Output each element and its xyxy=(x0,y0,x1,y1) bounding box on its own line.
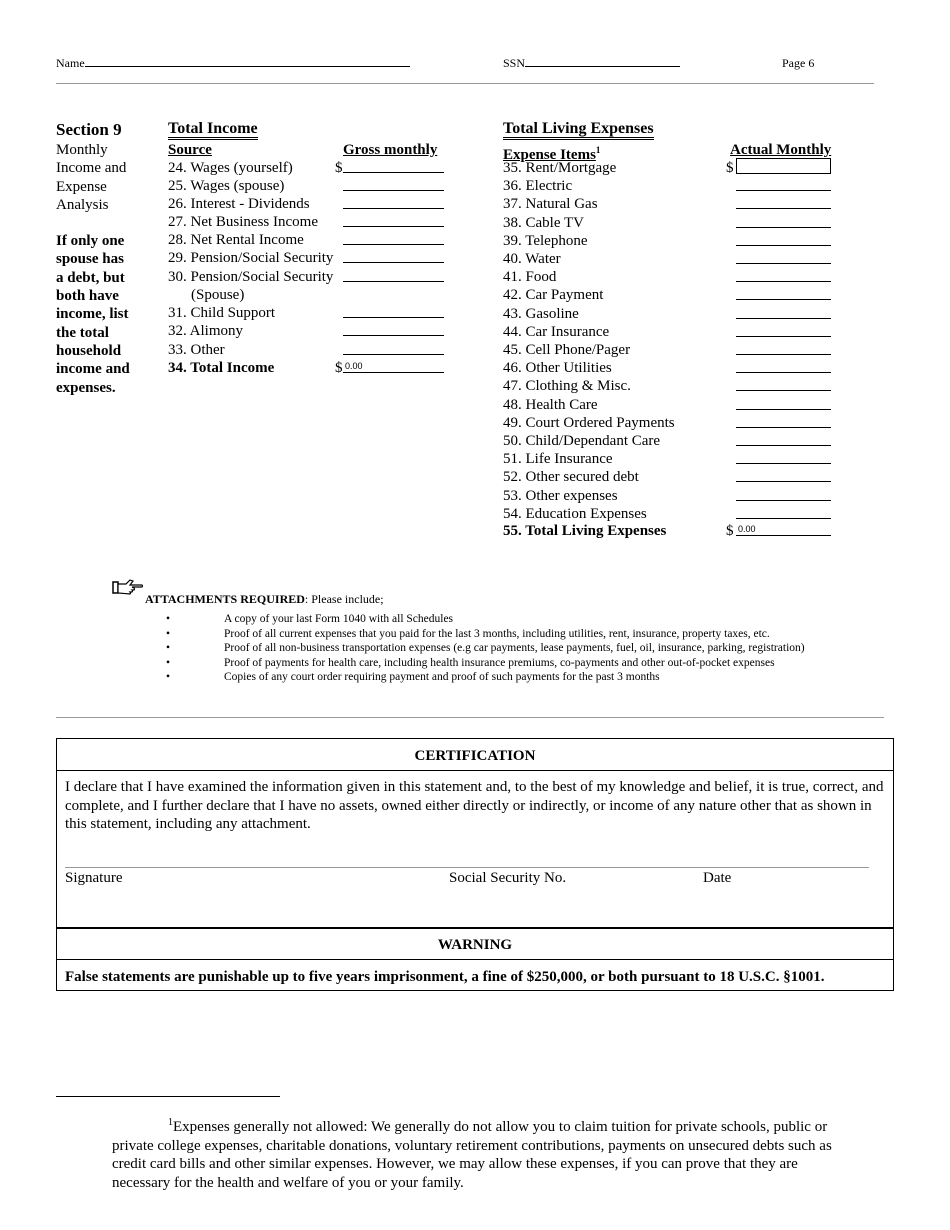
income-item-field[interactable] xyxy=(343,195,444,209)
income-item-label: 31. Child Support xyxy=(168,305,276,321)
income-heading-text: Total Income xyxy=(168,121,258,140)
note-line: both have xyxy=(56,288,119,305)
income-item-label: 33. Other xyxy=(168,342,225,358)
expense-item-label: 47. Clothing & Misc. xyxy=(503,378,631,394)
income-currency: $ xyxy=(335,160,343,176)
income-item-field[interactable] xyxy=(343,213,444,227)
expenses-total-field[interactable] xyxy=(736,522,831,536)
income-item-label: 32. Alimony xyxy=(168,323,244,339)
expense-item-field[interactable] xyxy=(736,305,831,319)
expense-item-field[interactable] xyxy=(736,468,831,482)
expense-item-label: 50. Child/Dependant Care xyxy=(503,433,661,449)
expense-item-label: 41. Food xyxy=(503,269,557,285)
income-item-label: 27. Net Business Income xyxy=(168,214,318,230)
income-amount-header: Gross monthly xyxy=(343,142,438,158)
expenses-total-label: 55. Total Living Expenses xyxy=(503,523,667,539)
income-spouse-note: (Spouse) xyxy=(191,287,245,303)
ssn-label: SSN xyxy=(503,56,526,70)
expense-item-label: 48. Health Care xyxy=(503,397,598,413)
income-item-field[interactable] xyxy=(343,341,444,355)
expense-item-field[interactable] xyxy=(736,432,831,446)
name-label: Name xyxy=(56,56,85,70)
subtitle-line: Monthly xyxy=(56,142,108,158)
signature-label: Signature xyxy=(65,870,123,886)
section-subtitle xyxy=(56,141,156,397)
expenses-items-header-text: Expense Items xyxy=(503,147,596,163)
expense-item-label: 53. Other expenses xyxy=(503,488,618,504)
attachment-text: Proof of all non-business transportation expenses (e.g car payments, lease payments, fuel, oil, insurance, parking, registration) xyxy=(224,642,805,654)
warning-box xyxy=(56,927,894,991)
certification-text: I declare that I have examined the information given in this statement and, to the best of my knowledge and belief, it is true, correct, and complete, and I further declare that I have no assets, owned either directly or indirectly, or income of any nature other that as shown in this statement, including any attachment. xyxy=(65,779,884,832)
footnote-mark: 1 xyxy=(168,1117,173,1128)
certification-box xyxy=(56,738,894,929)
expense-item-label: 44. Car Insurance xyxy=(503,324,610,340)
pointing-hand-icon xyxy=(112,578,144,598)
note-line: If only one xyxy=(56,233,125,250)
expense-item-label: 43. Gasoline xyxy=(503,306,579,322)
footnote-ref: 1 xyxy=(595,145,601,155)
expense-item-label: 52. Other secured debt xyxy=(503,469,639,485)
expense-item-field[interactable] xyxy=(736,323,831,337)
header-ssn xyxy=(503,56,680,71)
income-item-field[interactable] xyxy=(343,304,444,318)
expenses-heading-text: Total Living Expenses xyxy=(503,121,654,140)
warning-text: False statements are punishable up to five years imprisonment, a fine of $250,000, or both pursuant to 18 U.S.C. §1001. xyxy=(65,969,825,985)
expense-item-field[interactable] xyxy=(736,487,831,501)
date-label: Date xyxy=(703,870,732,886)
bullet: • xyxy=(166,671,171,683)
note-line: household xyxy=(56,342,122,359)
income-item-field[interactable] xyxy=(343,322,444,336)
note-line: spouse has xyxy=(56,251,124,268)
attachment-item xyxy=(166,656,805,671)
attachments-intro: : Please include; xyxy=(304,592,384,606)
income-item-field[interactable] xyxy=(343,177,444,191)
income-item-label: 25. Wages (spouse) xyxy=(168,178,285,194)
footnote-divider xyxy=(56,1096,280,1097)
expenses-heading xyxy=(503,120,654,140)
expense-item-label: 37. Natural Gas xyxy=(503,196,598,212)
expenses-amount-header: Actual Monthly xyxy=(730,142,832,158)
income-total-field[interactable] xyxy=(343,359,444,373)
income-item-label: 24. Wages (yourself) xyxy=(168,160,293,176)
expense-item-label: 35. Rent/Mortgage xyxy=(503,160,617,176)
income-item-label: 28. Net Rental Income xyxy=(168,232,304,248)
warning-title: WARNING xyxy=(57,928,893,960)
income-total-currency: $ xyxy=(335,360,343,376)
bullet: • xyxy=(166,656,171,669)
expense-item-field[interactable] xyxy=(736,214,831,228)
signature-line[interactable] xyxy=(65,867,869,868)
expense-item-field[interactable] xyxy=(736,286,831,300)
expense-item-label: 51. Life Insurance xyxy=(503,451,613,467)
income-item-field[interactable] xyxy=(343,231,444,245)
expense-item-field[interactable] xyxy=(736,396,831,410)
expense-item-label: 40. Water xyxy=(503,251,561,267)
attachment-item xyxy=(166,627,805,642)
attachments-icon-wrap xyxy=(112,578,144,603)
expense-item-field[interactable] xyxy=(736,158,831,174)
expense-item-field[interactable] xyxy=(736,341,831,355)
attachment-text: Proof of all current expenses that you paid for the last 3 months, including utilities, rent, insurance, property taxes, etc. xyxy=(224,627,770,640)
attachment-item xyxy=(166,612,805,627)
footnote xyxy=(112,1114,842,1192)
page-number: Page 6 xyxy=(782,56,815,70)
certification-title: CERTIFICATION xyxy=(57,739,893,771)
expense-item-label: 39. Telephone xyxy=(503,233,588,249)
income-item-field[interactable] xyxy=(343,268,444,282)
name-line[interactable] xyxy=(85,66,410,67)
subtitle-line: Expense xyxy=(56,178,107,195)
bullet: • xyxy=(166,613,171,625)
cert-ssn-label: Social Security No. xyxy=(449,870,567,886)
subtitle-line: Analysis xyxy=(56,196,109,213)
attachment-item xyxy=(166,670,805,685)
ssn-line[interactable] xyxy=(525,66,680,67)
expense-item-field[interactable] xyxy=(736,177,831,191)
expenses-total-currency: $ xyxy=(726,523,734,539)
income-item-field[interactable] xyxy=(343,249,444,263)
attachment-text: Copies of any court order requiring payment and proof of such payments for the past 3 months xyxy=(224,671,660,683)
note-line: the total xyxy=(56,324,109,341)
header-name xyxy=(56,56,410,71)
section-title: Section 9 xyxy=(56,120,122,139)
expense-item-field[interactable] xyxy=(736,359,831,373)
income-heading xyxy=(168,120,258,140)
subtitle-line: Income and xyxy=(56,160,127,177)
expense-item-field[interactable] xyxy=(736,414,831,428)
attachment-item xyxy=(166,641,805,656)
expense-item-label: 46. Other Utilities xyxy=(503,360,612,376)
expense-item-field[interactable] xyxy=(736,377,831,391)
income-item-field[interactable] xyxy=(343,159,444,173)
expense-item-field[interactable] xyxy=(736,195,831,209)
expense-currency: $ xyxy=(726,160,734,176)
expense-item-label: 42. Car Payment xyxy=(503,287,604,303)
expense-item-field[interactable] xyxy=(736,505,831,519)
expense-item-label: 45. Cell Phone/Pager xyxy=(503,342,631,358)
income-source-header: Source xyxy=(168,142,212,158)
header-divider xyxy=(56,83,874,84)
expense-item-label: 49. Court Ordered Payments xyxy=(503,415,675,431)
bullet: • xyxy=(166,642,171,654)
note-line: expenses. xyxy=(56,379,116,396)
attachment-text: Proof of payments for health care, including health insurance premiums, co-payments and other out-of-pocket expenses xyxy=(224,656,775,669)
income-item-label: 30. Pension/Social Security xyxy=(168,269,334,285)
attachments-list xyxy=(166,612,805,685)
expense-item-label: 38. Cable TV xyxy=(503,215,584,231)
expense-item-label: 36. Electric xyxy=(503,178,573,194)
note-line: income, list xyxy=(56,306,129,323)
income-item-label: 29. Pension/Social Security xyxy=(168,250,334,266)
note-line: a debt, but xyxy=(56,269,125,286)
attachment-text: A copy of your last Form 1040 with all Schedules xyxy=(224,613,454,625)
income-item-label: 26. Interest - Dividends xyxy=(168,196,310,212)
note-line: income and xyxy=(56,361,130,378)
attachments-title xyxy=(145,592,384,607)
footnote-text: Expenses generally not allowed: We generally do not allow you to claim tuition for private schools, public or private college expenses, charitable donations, voluntary retirement contributions, payments on unsecured debts such as credit card bills and other similar expenses. However, we may allow these expenses, if you can prove that they are necessary for the health and welfare of you or your family. xyxy=(112,1119,832,1191)
expense-item-field[interactable] xyxy=(736,268,831,282)
expense-item-label: 54. Education Expenses xyxy=(503,506,647,522)
section-divider xyxy=(56,717,884,718)
income-total-label: 34. Total Income xyxy=(168,360,275,376)
bullet: • xyxy=(166,627,171,640)
expense-item-field[interactable] xyxy=(736,250,831,264)
expense-item-field[interactable] xyxy=(736,450,831,464)
expense-item-field[interactable] xyxy=(736,232,831,246)
attachments-title-text: ATTACHMENTS REQUIRED xyxy=(145,592,305,606)
